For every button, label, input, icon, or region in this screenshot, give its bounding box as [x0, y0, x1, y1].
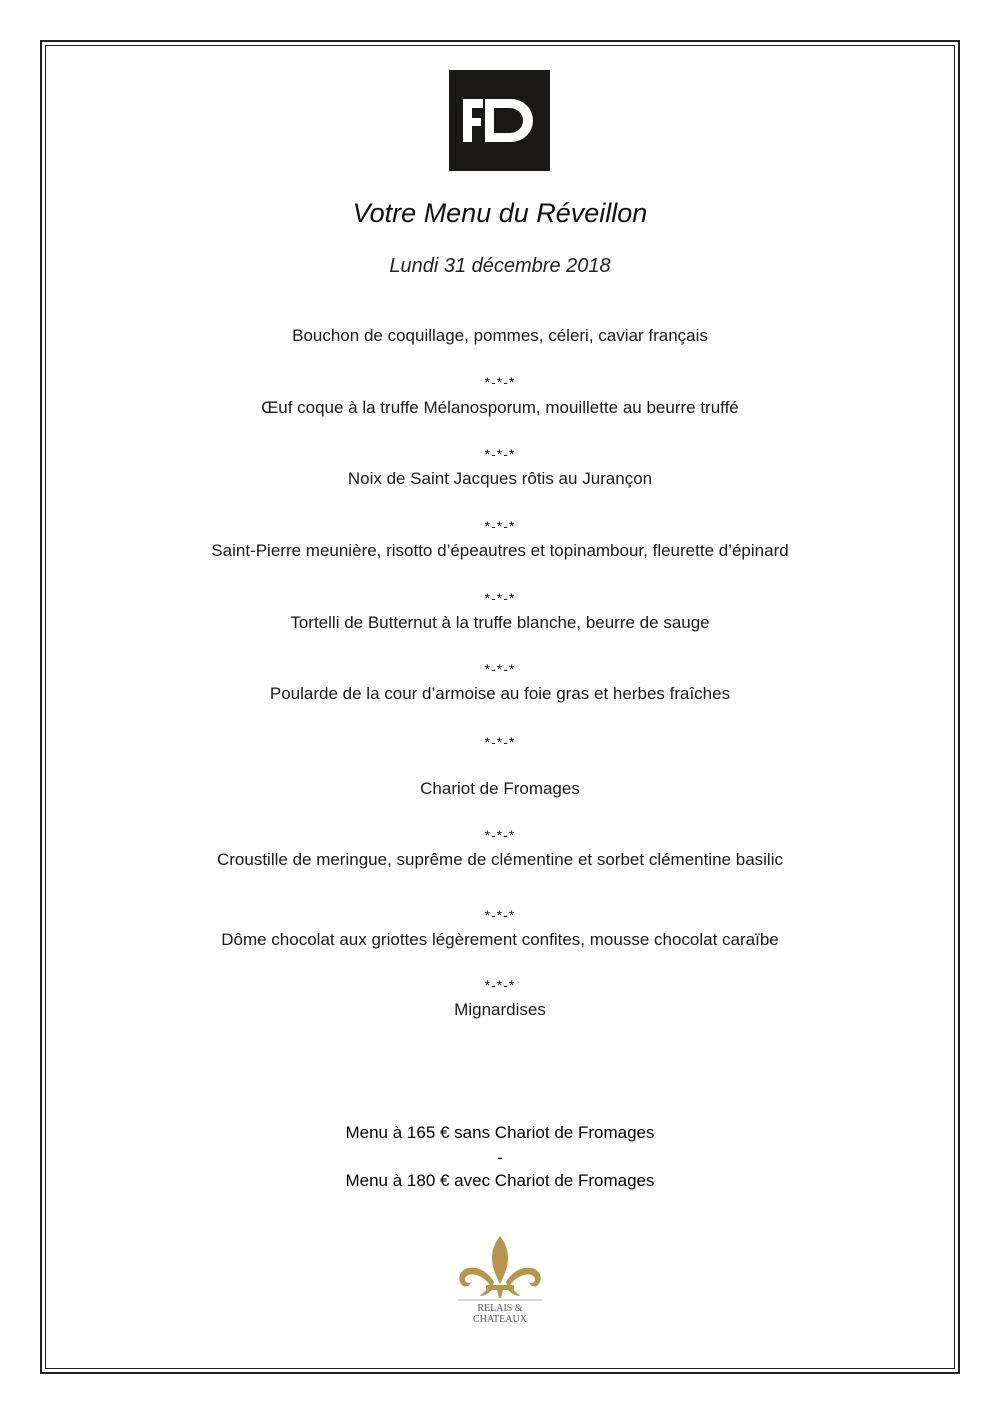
- course-separator: *-*-*: [484, 661, 516, 677]
- course-separator: *-*-*: [484, 734, 516, 750]
- relais-logo-line-1: RELAIS &: [477, 1303, 523, 1314]
- menu-title: Votre Menu du Réveillon: [352, 198, 648, 228]
- course-separator: *-*-*: [484, 907, 516, 923]
- course-item: Poularde de la cour d’armoise au foie gras et herbes fraîches: [269, 684, 731, 703]
- course-item: Croustille de meringue, suprême de clémentine et sorbet clémentine basilic: [216, 850, 783, 869]
- course-separator: *-*-*: [484, 590, 516, 606]
- course-item: Œuf coque à la truffe Mélanosporum, mouillette au beurre truffé: [261, 398, 739, 417]
- course-item: Mignardises: [454, 1000, 546, 1019]
- price-option-without-cheese: Menu à 165 € sans Chariot de Fromages: [345, 1123, 655, 1142]
- course-item: Bouchon de coquillage, pommes, céleri, caviar français: [292, 326, 708, 345]
- course-separator: *-*-*: [484, 518, 516, 534]
- fleur-de-lis-icon: [448, 1232, 552, 1332]
- course-separator: *-*-*: [484, 977, 516, 993]
- price-divider: -: [497, 1148, 503, 1167]
- course-separator: *-*-*: [484, 374, 516, 390]
- fd-restaurant-logo: [449, 70, 550, 171]
- course-separator: *-*-*: [484, 446, 516, 462]
- course-item: Tortelli de Butternut à la truffe blanche, beurre de sauge: [290, 613, 710, 632]
- fd-logo-icon: [449, 70, 550, 171]
- menu-date: Lundi 31 décembre 2018: [389, 255, 611, 277]
- price-option-with-cheese: Menu à 180 € avec Chariot de Fromages: [345, 1171, 655, 1190]
- course-item: Dôme chocolat aux griottes légèrement confites, mousse chocolat caraïbe: [221, 930, 779, 949]
- relais-logo-line-2: CHATEAUX: [473, 1314, 527, 1325]
- relais-chateaux-logo: [448, 1232, 552, 1332]
- course-item: Saint-Pierre meunière, risotto d’épeautres et topinambour, fleurette d’épinard: [211, 541, 789, 560]
- course-item: Chariot de Fromages: [420, 779, 580, 798]
- course-item: Noix de Saint Jacques rôtis au Jurançon: [347, 469, 653, 488]
- course-separator: *-*-*: [484, 827, 516, 843]
